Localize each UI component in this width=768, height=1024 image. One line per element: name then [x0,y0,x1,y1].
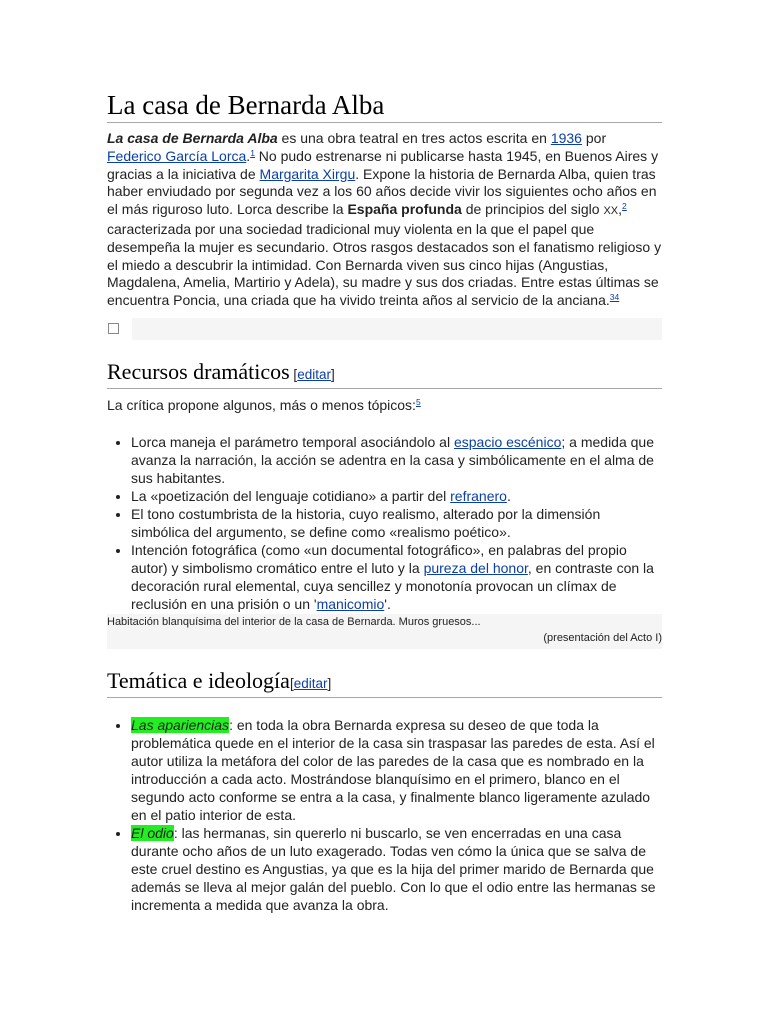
highlight-odio: El odio [131,824,174,841]
edit-link-tematica[interactable]: editar [293,675,328,691]
page-title: La casa de Bernarda Alba [107,88,662,123]
link-refranero[interactable]: refranero [450,487,507,504]
list-item: • El tono costumbrista de la historia, cuyo realismo, alterado por la dimensión simbólica del argumento, se define como «realismo poético». [131,505,662,541]
image-frame [132,318,662,340]
caption-source: (presentación del Acto I) [543,631,662,644]
highlight-apariencias: Las apariencias [131,716,230,733]
section-heading-recursos: Recursos dramáticos [editar] [107,358,662,389]
link-espacio-escenico[interactable]: espacio escénico [453,433,562,450]
list-item: • Las apariencias: en toda la obra Bernarda expresa su deseo de que toda la problemática quede en el interior de la casa sin traspasar las paredes de esta. Así el autor utiliza la metáfora del color de las paredes de la casa que es nombrado en la introducción a cada acto. Mostrándose blanquísimo en el primero, blanco en el segundo acto conforme se entra a la casa, y finalmente blanco ligeramente azulado en el patio interior de esta. [131,716,662,824]
intro-paragraph: La casa de Bernarda Alba es una obra teatral en tres actos escrita en 1936 por Federico García Lorca.$^1$ No pudo estrenarse ni publicarse hasta 1945, en Buenos Aires y gracias a la iniciativa de Margarita Xirgu. Expone la historia de Bernarda Alba, quien tras haber enviudado por segunda vez a los 60 años decide vivir los siguientes ocho años en el más riguroso luto. Lorca describe la España profunda de principios del siglo XX,$^2$ caracterizada por una sociedad tradicional muy violenta en la que el papel que desempeña la mujer es secundario. Otros rasgos destacados son el fanatismo religioso y el miedo a descubrir la intimidad. Con Bernarda viven sus cinco hijas (Angustias, Magdalena, Amelia, Martirio y Adela), su madre y sus dos criadas. Entre estas últimas se encuentra Poncia, una criada que ha vivido treinta años al servicio de la anciana.$^{34}$ [107,130,662,309]
quote-caption [107,614,662,649]
espana-profunda: España profunda [347,201,462,218]
edit-link-recursos[interactable]: editar [297,366,331,382]
ref-34[interactable]: 34 [609,292,620,303]
tematica-list [107,716,662,914]
list-item: • La «poetización del lenguaje cotidiano» a partir del refranero. [131,487,662,505]
link-manicomio[interactable]: manicomio [316,595,385,612]
broken-image-icon[interactable] [108,323,119,334]
image-placeholder [107,318,662,340]
list-item: • Intención fotográfica (como «un documental fotográfico», en palabras del propio autor) y simbolismo cromático entre el luto y la pureza del honor, en contraste con la decoración rural elemental, cuya sencillez y monotonía provocan un clímax de reclusión en una prisión o un 'manicomio'. [131,541,662,613]
link-pureza-del-honor[interactable]: pureza del honor [423,559,528,576]
ref-5[interactable]: 5 [415,396,421,407]
caption-quote: Habitación blanquísima del interior de la casa de Bernarda. Muros gruesos... [107,615,481,628]
list-item: • El odio: las hermanas, sin quererlo ni buscarlo, se ven encerradas en una casa durante ocho años de un luto exagerado. Todas ven cómo la única que se salva de este cruel destino es Angustias, ya que es la hija del primer marido de Bernarda que además se lleva al mejor galán del pueblo. Con lo que el odio entre las hermanas se incrementa a medida que avanza la obra. [131,824,662,914]
section1-lead: La crítica propone algunos, más o menos tópicos:$^5$ [107,396,421,413]
link-margarita-xirgu[interactable]: Margarita Xirgu [259,165,356,182]
article [107,88,662,914]
intro-lead: La casa de Bernarda Alba [107,130,278,146]
ref-1[interactable]: 1 [250,147,255,158]
link-1936[interactable]: 1936 [550,130,582,146]
ref-2[interactable]: 2 [622,201,627,212]
section-heading-tematica: Temática e ideología[editar] [107,667,662,698]
link-federico-garcia-lorca[interactable]: Federico García Lorca [107,147,247,164]
list-item: • Lorca maneja el parámetro temporal asociándolo al espacio escénico; a medida que avanza la narración, la acción se adentra en la casa y simbólicamente en el alma de sus habitantes. [131,433,662,487]
recursos-list [107,433,662,613]
